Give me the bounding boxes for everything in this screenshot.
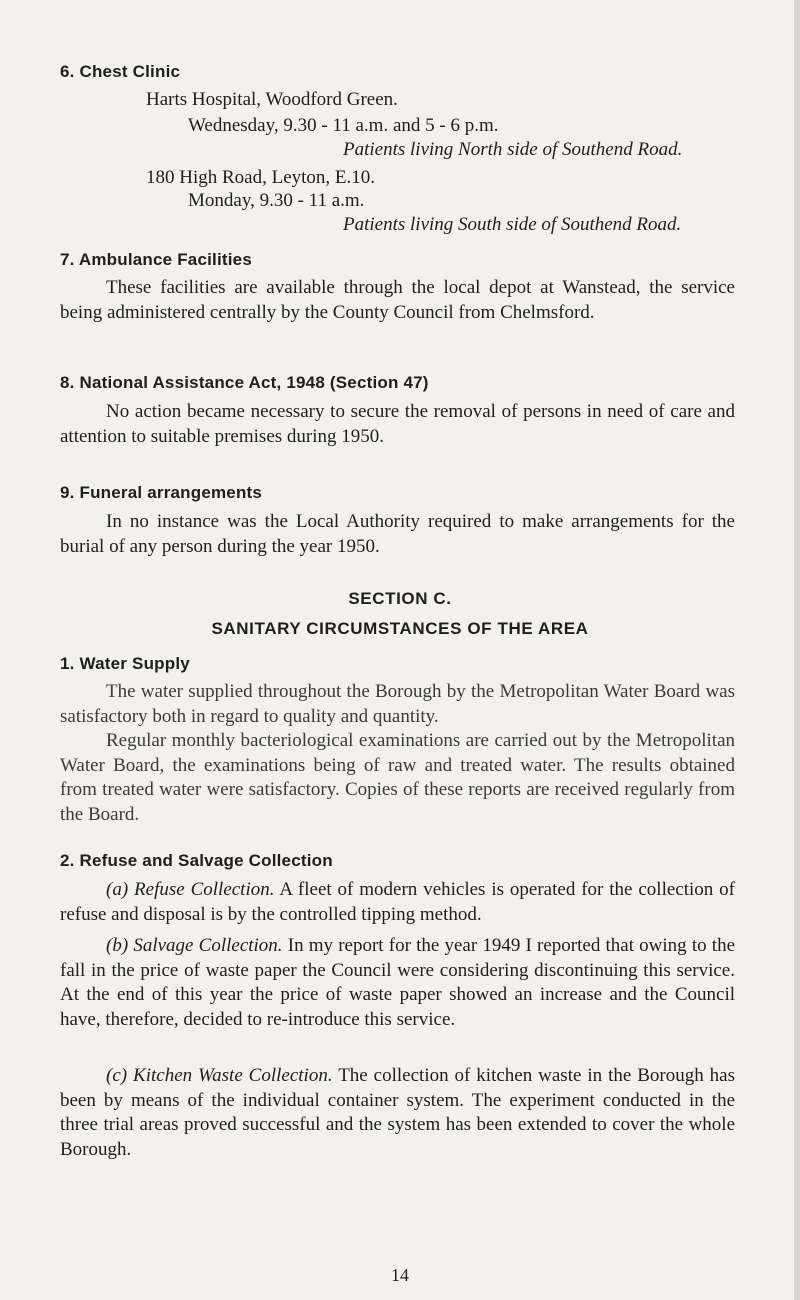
water-supply-heading: 1. Water Supply: [60, 654, 190, 673]
section-subtitle: SANITARY CIRCUMSTANCES OF THE AREA: [211, 619, 589, 638]
page-number: 14: [391, 1265, 409, 1285]
national-assistance-heading: 8. National Assistance Act, 1948 (Section 47): [60, 373, 429, 392]
water-supply-paragraph-2: Regular monthly bacteriological examinations are carried out by the Metropolitan Water Board, the examinations being of raw and treated water. The results obtained from treated water were satisfactory. Copies of these reports are received regularly from the Board.: [60, 730, 735, 825]
water-supply-paragraph-1: The water supplied throughout the Borough by the Metropolitan Water Board was satisfactory both in regard to quality and quantity.: [60, 681, 735, 727]
chest-clinic-note-2: Patients living South side of Southend Road.: [343, 214, 682, 235]
chest-clinic-location-2: 180 High Road, Leyton, E.10.: [146, 167, 376, 188]
page-edge: [794, 0, 800, 1300]
chest-clinic-heading: 6. Chest Clinic: [60, 62, 181, 81]
chest-clinic-hours-1: Wednesday, 9.30 - 11 a.m. and 5 - 6 p.m.: [188, 115, 499, 136]
section-title: SECTION C.: [348, 589, 452, 608]
ambulance-heading: 7. Ambulance Facilities: [60, 250, 252, 269]
refuse-heading: 2. Refuse and Salvage Collection: [60, 851, 333, 870]
kitchen-waste-label: (c) Kitchen Waste Collection.: [106, 1065, 333, 1086]
funeral-heading: 9. Funeral arrangements: [60, 483, 263, 502]
salvage-collection-paragraph: [60, 934, 735, 1032]
refuse-collection-text: A fleet of modern vehicles is operated for the collection of refuse and disposal is by the controlled tipping method.: [60, 879, 735, 925]
refuse-collection-paragraph: [60, 878, 735, 927]
salvage-collection-text: In my report for the year 1949 I reported that owing to the fall in the price of waste paper the Council were considering discontinuing this service. At the end of this year the price of waste paper showed an increase and the Council have, therefore, decided to re-introduce this service.: [60, 935, 736, 1030]
salvage-collection-label: (b) Salvage Collection.: [106, 935, 283, 956]
kitchen-waste-paragraph: [60, 1064, 735, 1162]
refuse-collection-label: (a) Refuse Collection.: [106, 879, 275, 900]
kitchen-waste-text: The collection of kitchen waste in the Borough has been by means of the individual container system. The experiment conducted in the three trial areas proved successful and the system has been extended to cover the whole Borough.: [60, 1065, 735, 1160]
ambulance-paragraph: These facilities are available through the local depot at Wanstead, the service being administered centrally by the County Council from Chelmsford.: [60, 277, 735, 323]
chest-clinic-location-1: Harts Hospital, Woodford Green.: [146, 89, 398, 110]
national-assistance-paragraph: No action became necessary to secure the removal of persons in need of care and attention to suitable premises during 1950.: [60, 401, 735, 447]
funeral-paragraph: In no instance was the Local Authority required to make arrangements for the burial of any person during the year 1950.: [60, 511, 735, 557]
chest-clinic-note-1: Patients living North side of Southend Road.: [343, 139, 683, 160]
chest-clinic-hours-2: Monday, 9.30 - 11 a.m.: [188, 190, 365, 211]
